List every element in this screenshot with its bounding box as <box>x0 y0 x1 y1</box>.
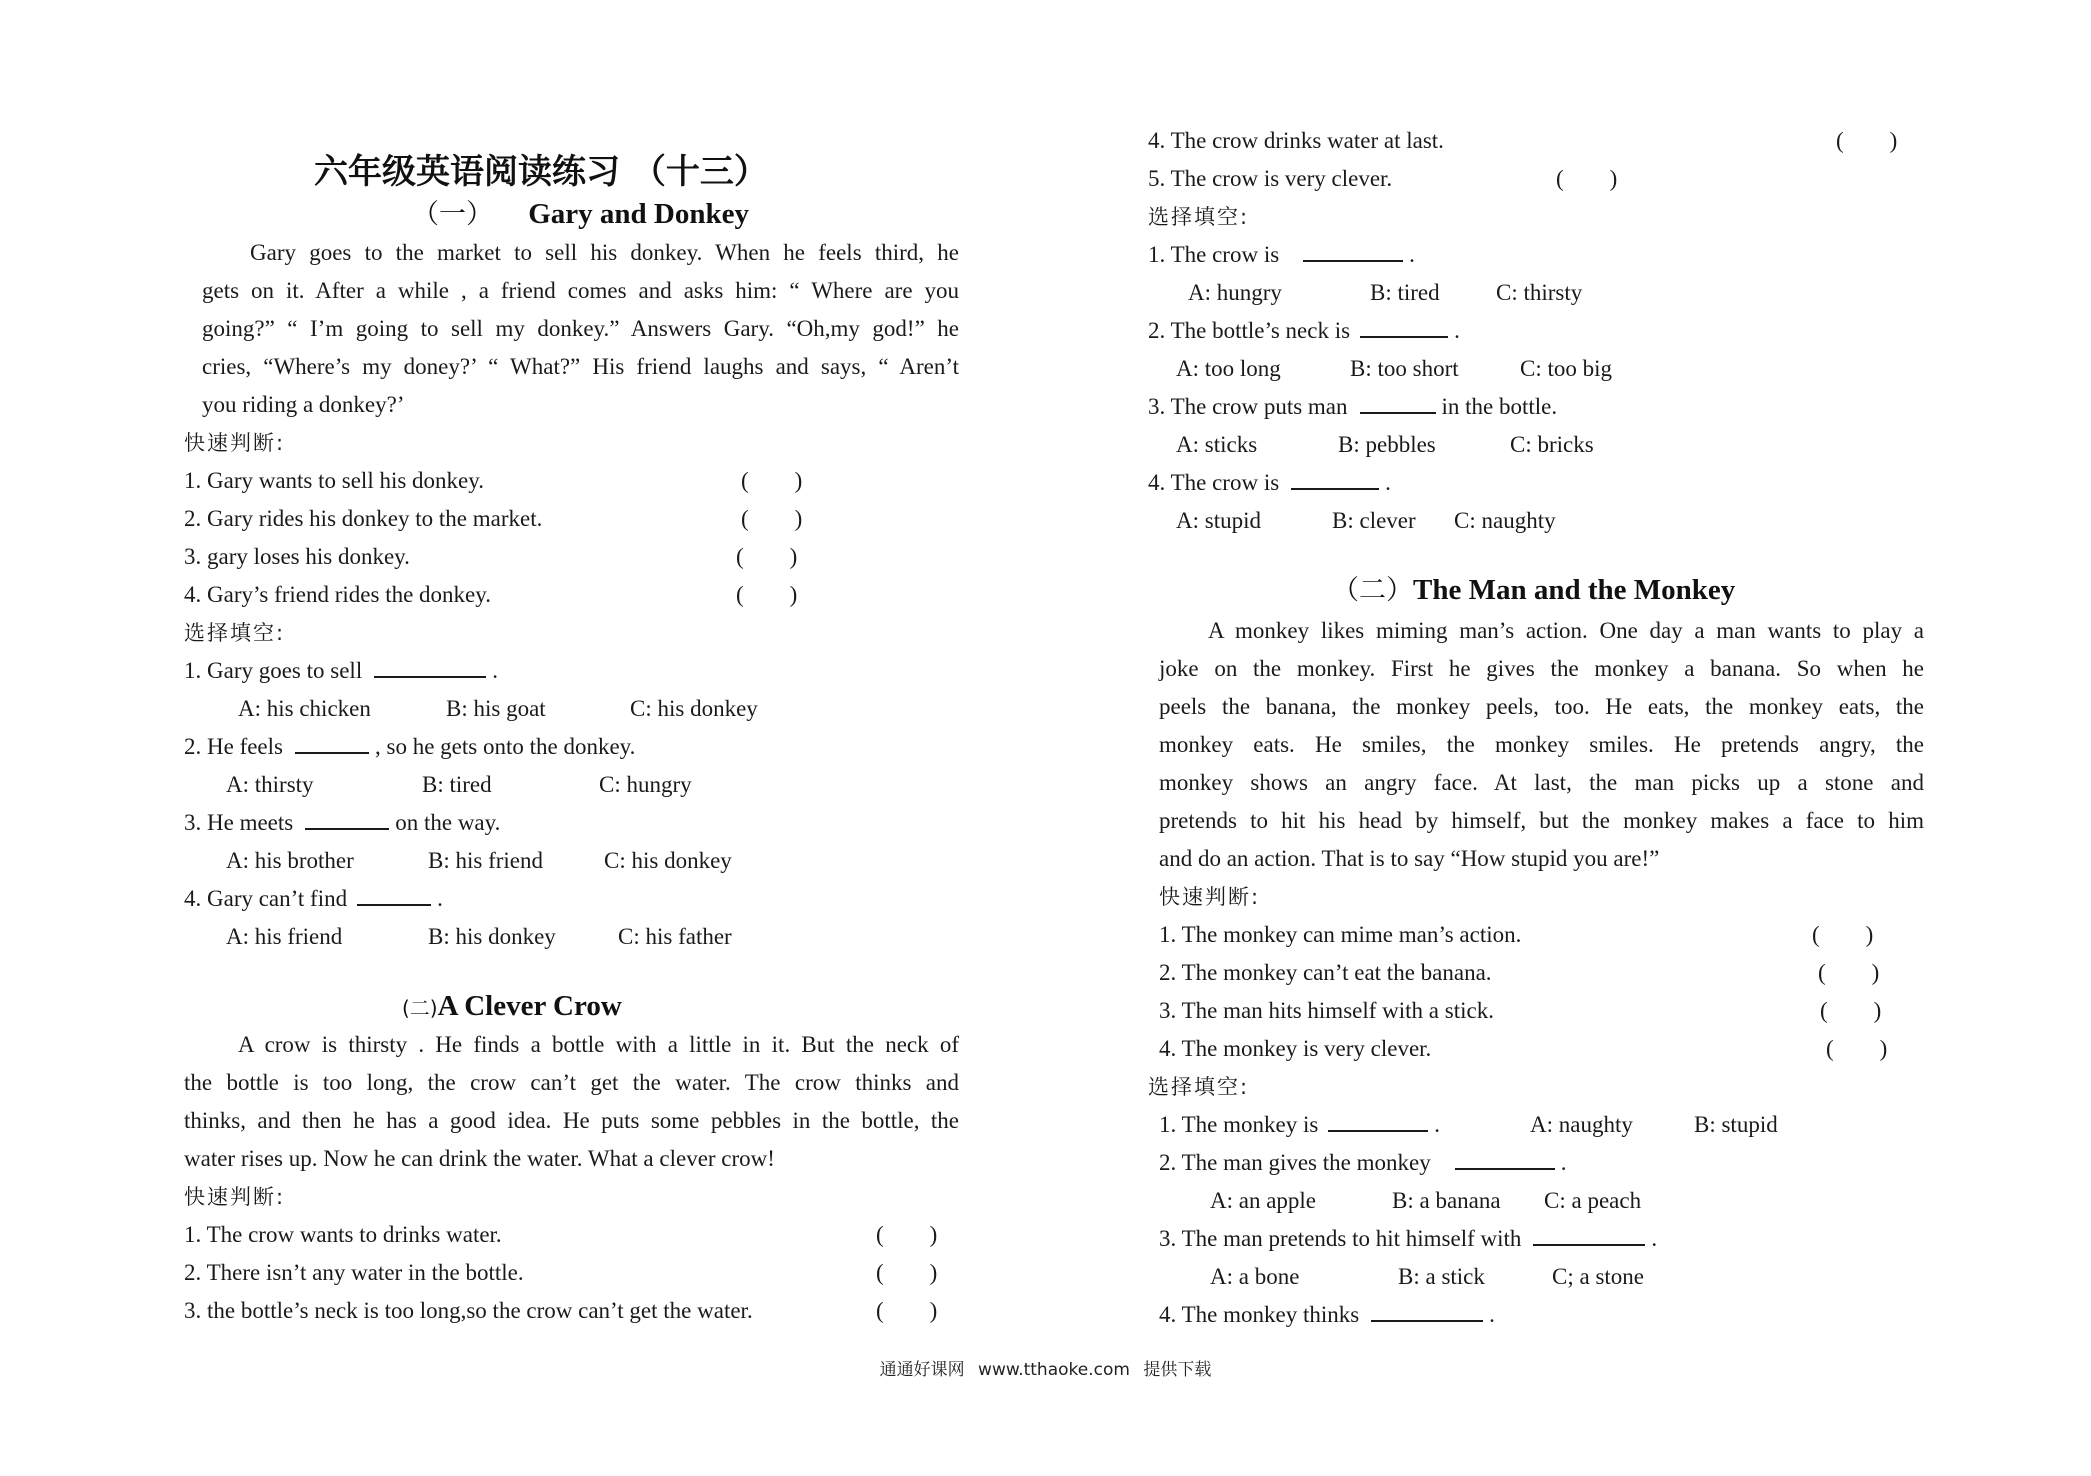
option-a: A: thirsty <box>226 772 314 797</box>
option-a: A: an apple <box>1210 1188 1317 1213</box>
answer-paren[interactable]: ( ) <box>736 544 798 569</box>
fill-blank-label: 选择填空: <box>184 621 286 645</box>
footer-site-name: 通通好课网 <box>879 1360 965 1380</box>
true-false-label: 快速判断: <box>184 431 286 455</box>
option-b: B: a stick <box>1398 1264 1485 1289</box>
option-a: A: his friend <box>226 924 343 949</box>
question-text: 3. The man pretends to hit himself with <box>1159 1226 1522 1251</box>
option-c: C: a peach <box>1544 1188 1642 1213</box>
question-tail: on the way. <box>395 810 501 835</box>
passage-1-line-4: cries, “Where’s my doney?’ “ What?” His friend laughs and says, “ Aren’t <box>202 354 959 379</box>
answer-paren[interactable]: ( ) <box>1812 922 1874 947</box>
answer-blank[interactable] <box>1371 1300 1483 1322</box>
passage-2-line-1: A crow is thirsty . He finds a bottle with a little in it. But the neck of <box>238 1032 959 1057</box>
section-3-title: The Man and the Monkey <box>1413 574 1736 606</box>
tf-question-2: 2. There isn’t any water in the bottle. <box>184 1260 524 1285</box>
option-b: B: too short <box>1350 356 1459 381</box>
option-c: C: bricks <box>1510 432 1594 457</box>
tf-question-2: 2. The monkey can’t eat the banana. <box>1159 960 1492 985</box>
section-2-heading <box>402 988 622 1026</box>
question-text: 2. He feels <box>184 734 283 759</box>
option-b: B: stupid <box>1694 1112 1778 1137</box>
tf-question-4: 4. Gary’s friend rides the donkey. <box>184 582 492 607</box>
passage-3-line-1: A monkey likes miming man’s action. One day a man wants to play a <box>1208 618 1924 643</box>
tf-question-2: 2. Gary rides his donkey to the market. <box>184 506 543 531</box>
answer-paren[interactable]: ( ) <box>1818 960 1880 985</box>
question-text: 1. The monkey is <box>1159 1112 1319 1137</box>
tf-question-1: 1. Gary wants to sell his donkey. <box>184 468 485 493</box>
answer-blank[interactable] <box>357 884 431 906</box>
question-text: 1. Gary goes to sell <box>184 658 363 683</box>
tf-question-4: 4. The monkey is very clever. <box>1159 1036 1432 1061</box>
section-1-heading <box>412 196 749 233</box>
answer-paren[interactable]: ( ) <box>1836 128 1898 153</box>
option-a: A: his brother <box>226 848 354 873</box>
answer-paren[interactable]: ( ) <box>741 468 803 493</box>
option-a: A: sticks <box>1176 432 1258 457</box>
footer-url[interactable]: www.tthaoke.com <box>978 1360 1130 1380</box>
question-tail: in the bottle. <box>1441 394 1558 419</box>
tf-question-5: 5. The crow is very clever. <box>1148 166 1393 191</box>
answer-blank[interactable] <box>1455 1148 1555 1170</box>
answer-blank[interactable] <box>295 732 369 754</box>
option-c: C: hungry <box>599 772 692 797</box>
fill-question-4 <box>1148 468 1924 498</box>
answer-paren[interactable]: ( ) <box>876 1222 938 1247</box>
passage-3-line-7: and do an action. That is to say “How stupid you are!” <box>1159 846 1660 871</box>
true-false-label: 快速判断: <box>184 1185 286 1209</box>
fill-question-3 <box>184 808 959 838</box>
section-2-number: (二) <box>402 996 438 1020</box>
answer-paren[interactable]: ( ) <box>1820 998 1882 1023</box>
fill-question-1 <box>184 656 959 686</box>
fill-question-2 <box>1148 316 1924 346</box>
tf-question-4: 4. The crow drinks water at last. <box>1148 128 1444 153</box>
question-tail: . <box>437 886 443 911</box>
option-a: A: naughty <box>1530 1112 1633 1137</box>
fill-question-1 <box>1148 240 1924 270</box>
section-1-title: Gary and Donkey <box>528 198 750 230</box>
option-c: C: his father <box>618 924 732 949</box>
fill-question-2 <box>1159 1148 1924 1178</box>
section-3-number: （二） <box>1332 575 1413 606</box>
question-tail: . <box>1385 470 1391 495</box>
option-a: A: hungry <box>1188 280 1282 305</box>
answer-blank[interactable] <box>1303 240 1403 262</box>
fill-question-3 <box>1159 1224 1924 1254</box>
section-1-number: （一） <box>412 199 493 230</box>
footer-credit <box>0 1355 2091 1380</box>
option-c: C: his donkey <box>604 848 732 873</box>
answer-blank[interactable] <box>1533 1224 1645 1246</box>
fill-question-2 <box>184 732 959 762</box>
passage-3-line-3: peels the banana, the monkey peels, too. He eats, the monkey eats, the <box>1159 694 1924 719</box>
question-text: 4. The crow is <box>1148 470 1280 495</box>
passage-2-line-4: water rises up. Now he can drink the water. What a clever crow! <box>184 1146 775 1171</box>
option-c: C: too big <box>1520 356 1613 381</box>
option-b: B: tired <box>1370 280 1440 305</box>
option-b: B: pebbles <box>1338 432 1436 457</box>
answer-blank[interactable] <box>1291 468 1379 490</box>
option-a: A: too long <box>1176 356 1281 381</box>
option-a: A: stupid <box>1176 508 1261 533</box>
question-text: 2. The bottle’s neck is <box>1148 318 1351 343</box>
question-tail: . <box>1560 1150 1567 1175</box>
answer-paren[interactable]: ( ) <box>741 506 803 531</box>
fill-blank-label: 选择填空: <box>1148 1075 1250 1099</box>
fill-blank-label: 选择填空: <box>1148 205 1250 229</box>
option-b: B: his donkey <box>428 924 556 949</box>
question-text: 4. The monkey thinks <box>1159 1302 1360 1327</box>
fill-question-4 <box>1159 1300 1924 1330</box>
passage-2-line-2: the bottle is too long, the crow can’t get the water. The crow thinks and <box>184 1070 959 1095</box>
footer-note: 提供下载 <box>1143 1360 1212 1380</box>
question-text: 3. He meets <box>184 810 294 835</box>
question-text: 4. Gary can’t find <box>184 886 348 911</box>
section-2-title: A Clever Crow <box>437 990 622 1022</box>
tf-question-1: 1. The crow wants to drinks water. <box>184 1222 502 1247</box>
answer-blank[interactable] <box>1360 392 1436 414</box>
question-text: 3. The crow puts man <box>1148 394 1348 419</box>
tf-question-1: 1. The monkey can mime man’s action. <box>1159 922 1522 947</box>
question-tail: , so he gets onto the donkey. <box>375 734 636 759</box>
answer-blank[interactable] <box>1360 316 1448 338</box>
option-b: B: a banana <box>1392 1188 1501 1213</box>
question-text: 2. The man gives the monkey <box>1159 1150 1431 1175</box>
question-tail: . <box>1409 242 1415 267</box>
option-c: C: thirsty <box>1496 280 1583 305</box>
tf-question-3: 3. gary loses his donkey. <box>184 544 410 569</box>
question-tail: . <box>1454 318 1460 343</box>
option-b: B: clever <box>1332 508 1416 533</box>
answer-blank[interactable] <box>305 808 389 830</box>
passage-1-line-3: going?” “ I’m going to sell my donkey.” Answers Gary. “Oh,my god!” he <box>202 316 959 341</box>
question-tail: . <box>1434 1112 1441 1137</box>
passage-3-line-4: monkey eats. He smiles, the monkey smiles. He pretends angry, the <box>1159 732 1924 757</box>
passage-3-line-6: pretends to hit his head by himself, but the monkey makes a face to him <box>1159 808 1924 833</box>
option-a: A: his chicken <box>238 696 371 721</box>
answer-paren[interactable]: ( ) <box>736 582 798 607</box>
option-a: A: a bone <box>1210 1264 1300 1289</box>
question-tail: . <box>1489 1302 1495 1327</box>
passage-3-line-5: monkey shows an angry face. At last, the man picks up a stone and <box>1159 770 1924 795</box>
option-b: B: his friend <box>428 848 543 873</box>
option-b: B: tired <box>422 772 492 797</box>
tf-question-3: 3. The man hits himself with a stick. <box>1159 998 1494 1023</box>
passage-2-line-3: thinks, and then he has a good idea. He puts some pebbles in the bottle, the <box>184 1108 959 1133</box>
tf-question-3: 3. the bottle’s neck is too long,so the crow can’t get the water. <box>184 1298 753 1323</box>
question-text: 1. The crow is <box>1148 242 1280 267</box>
fill-question-3 <box>1148 392 1924 422</box>
passage-3-line-2: joke on the monkey. First he gives the monkey a banana. So when he <box>1159 656 1924 681</box>
option-c: C: his donkey <box>630 696 758 721</box>
option-c: C: naughty <box>1454 508 1556 533</box>
fill-question-4 <box>184 884 959 914</box>
passage-1-line-5: you riding a donkey?’ <box>202 392 405 417</box>
worksheet-title: 六年级英语阅读练习 （十三） <box>314 152 768 192</box>
answer-paren[interactable]: ( ) <box>1556 166 1618 191</box>
answer-paren[interactable]: ( ) <box>1826 1036 1888 1061</box>
answer-paren[interactable]: ( ) <box>876 1298 938 1323</box>
question-tail: . <box>492 658 498 683</box>
answer-blank[interactable] <box>1328 1110 1428 1132</box>
answer-blank[interactable] <box>374 656 486 678</box>
true-false-label: 快速判断: <box>1159 885 1261 909</box>
section-3-heading <box>1332 572 1735 609</box>
passage-1-line-2: gets on it. After a while , a friend comes and asks him: “ Where are you <box>202 278 959 303</box>
answer-paren[interactable]: ( ) <box>876 1260 938 1285</box>
passage-1-line-1: Gary goes to the market to sell his donkey. When he feels third, he <box>250 240 959 265</box>
question-tail: . <box>1651 1226 1658 1251</box>
option-b: B: his goat <box>446 696 546 721</box>
option-c: C; a stone <box>1552 1264 1644 1289</box>
